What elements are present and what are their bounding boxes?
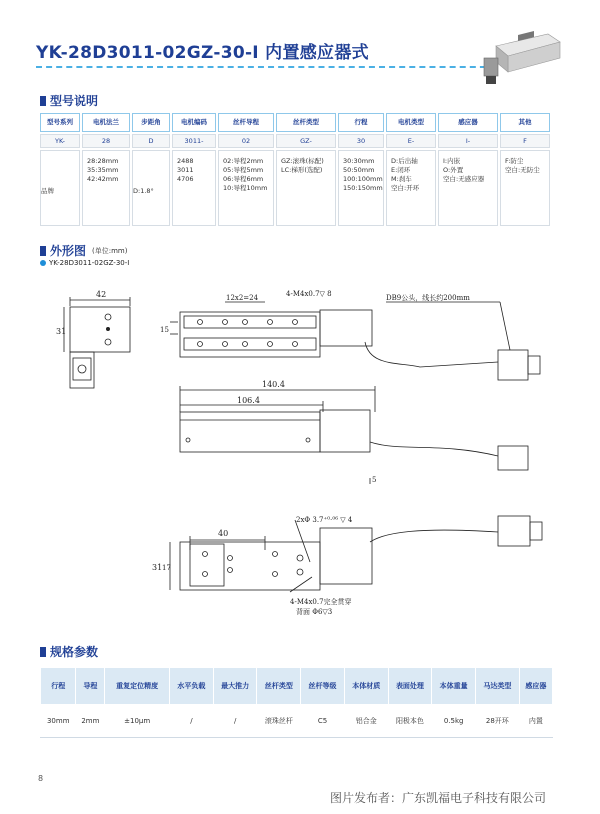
spec-value-cell: 滚珠丝杆 — [257, 705, 301, 738]
model-header-cell: 步距角 — [132, 113, 170, 132]
model-option: 05:导程5mm — [223, 166, 264, 174]
model-option: I:内嵌 — [443, 157, 461, 165]
model-option: 品牌 — [41, 186, 54, 195]
model-option: 10:导程10mm — [223, 184, 268, 192]
model-code-cell: 3011- — [172, 134, 216, 148]
publisher-credit: 图片发布者：广东凯福电子科技有限公司 — [330, 791, 547, 805]
model-body-cell — [438, 150, 498, 226]
model-header-cell: 电机法兰 — [82, 113, 130, 132]
bottom-view — [170, 516, 542, 592]
spec-value-cell: 0.5kg — [432, 705, 476, 738]
spec-header-cell: 水平负载 — [170, 668, 214, 705]
model-body-cell — [338, 150, 384, 226]
model-code-cell: I- — [438, 134, 498, 148]
dim-31-bottom: 31 — [152, 563, 163, 572]
model-code-cell: GZ- — [276, 134, 336, 148]
model-option: 150:150mm — [343, 184, 383, 192]
spec-table — [40, 667, 553, 738]
model-option: O:外置 — [443, 166, 464, 174]
model-code-cell: 30 — [338, 134, 384, 148]
section-marker — [40, 647, 46, 657]
model-option: 100:100mm — [343, 175, 383, 183]
spec-header-cell: 感应器 — [519, 668, 552, 705]
model-option: 3011 — [177, 166, 194, 174]
model-body-cell — [132, 150, 170, 226]
spec-value-cell: / — [170, 705, 214, 738]
spec-value-cell: 2mm — [76, 705, 105, 738]
model-option: D:1.8° — [133, 186, 154, 195]
spec-value-cell: ±10μm — [105, 705, 170, 738]
spec-value-cell: 30mm — [41, 705, 76, 738]
model-option: 42:42mm — [87, 175, 119, 183]
dim-m4-through: 4-M4x0.7完全贯穿 — [290, 598, 352, 606]
section-marker — [40, 246, 46, 256]
model-option: E:闭环 — [391, 166, 411, 174]
dim-15: 15 — [160, 326, 169, 334]
drawing-model-text: YK-28D3011-02GZ-30-I — [49, 259, 130, 267]
model-option: 2488 — [177, 157, 194, 165]
model-code-cell: D — [132, 134, 170, 148]
model-code-row — [40, 134, 556, 150]
spec-header-row — [41, 668, 553, 705]
spec-header-cell: 导程 — [76, 668, 105, 705]
db9-note: DB9公头，线长约200mm — [386, 294, 470, 302]
spec-header-cell: 重复定位精度 — [105, 668, 170, 705]
section-drawing-unit: (单位:mm) — [92, 246, 128, 255]
section-title-spec — [40, 643, 98, 660]
spec-value-row — [41, 705, 553, 738]
technical-drawing — [40, 272, 560, 632]
model-option: 4706 — [177, 175, 194, 183]
model-option: M:刹车 — [391, 175, 412, 183]
dim-140: 140.4 — [262, 380, 285, 389]
dim-106: 106.4 — [237, 396, 260, 405]
spec-value-cell: 阳极本色 — [388, 705, 432, 738]
model-body-cell — [172, 150, 216, 226]
spec-header-cell: 本体材质 — [344, 668, 388, 705]
page-number: 8 — [38, 774, 44, 783]
spec-header-cell: 表面处理 — [388, 668, 432, 705]
model-code-cell: F — [500, 134, 550, 148]
model-body-cell — [82, 150, 130, 226]
model-header-cell: 丝杆导程 — [218, 113, 274, 132]
model-option: 空白:开环 — [391, 184, 420, 192]
model-option: D:后出轴 — [391, 157, 418, 165]
spec-header-cell: 最大推力 — [213, 668, 257, 705]
model-body-cell — [40, 150, 80, 226]
spec-header-cell: 丝杆类型 — [257, 668, 301, 705]
model-code-cell: 28 — [82, 134, 130, 148]
title-divider — [36, 66, 496, 68]
dim-31-left: 31 — [56, 327, 67, 336]
spec-value-cell: 28开环 — [476, 705, 520, 738]
model-header-cell: 电机类型 — [386, 113, 436, 132]
model-header-cell: 行程 — [338, 113, 384, 132]
spec-value-cell: 内置 — [519, 705, 552, 738]
page-title: YK-28D3011-02GZ-30-I 内置感应器式 — [36, 43, 369, 63]
model-option: 30:30mm — [343, 157, 375, 165]
dim-5: 5 — [372, 476, 377, 484]
bullet-dot-icon — [40, 260, 46, 266]
model-body-cell — [500, 150, 550, 226]
side-view — [180, 386, 528, 484]
spec-header-cell: 行程 — [41, 668, 76, 705]
model-option: 空白:无感应器 — [443, 175, 485, 183]
model-table — [40, 113, 556, 228]
spec-header-cell: 本体重量 — [432, 668, 476, 705]
model-header-cell: 其他 — [500, 113, 550, 132]
model-header-cell: 电机编码 — [172, 113, 216, 132]
section-drawing-label: 外形图 — [50, 244, 87, 258]
model-header-row — [40, 113, 556, 134]
drawing-model-label — [40, 259, 129, 267]
section-spec-label: 规格参数 — [50, 645, 99, 659]
model-option: 空白:无防尘 — [505, 166, 540, 174]
model-option: 50:50mm — [343, 166, 375, 174]
model-option: F:防尘 — [505, 157, 524, 165]
top-view — [170, 302, 540, 380]
model-body-cell — [276, 150, 336, 226]
dim-40: 40 — [218, 529, 229, 538]
model-option: 28:28mm — [87, 157, 119, 165]
spec-header-cell: 丝杆等级 — [301, 668, 345, 705]
product-image — [478, 28, 562, 88]
section-model-label: 型号说明 — [50, 94, 99, 108]
spec-value-cell: 铝合金 — [344, 705, 388, 738]
section-title-drawing — [40, 242, 127, 259]
model-code-cell: 02 — [218, 134, 274, 148]
dim-back: 背面 Φ6▽3 — [296, 608, 333, 616]
model-header-cell: 型号系列 — [40, 113, 80, 132]
model-option: 35:35mm — [87, 166, 119, 174]
dim-42: 42 — [96, 290, 107, 299]
dim-12x2: 12x2=24 — [226, 294, 259, 302]
model-option: 02:导程2mm — [223, 157, 264, 165]
model-code-cell: YK- — [40, 134, 80, 148]
model-option: 06:导程6mm — [223, 175, 264, 183]
model-option: GZ:滚珠(标配) — [281, 157, 324, 165]
section-title-model — [40, 92, 98, 109]
model-header-cell: 丝杆类型 — [276, 113, 336, 132]
spec-header-cell: 马达类型 — [476, 668, 520, 705]
spec-value-cell: C5 — [301, 705, 345, 738]
section-marker — [40, 96, 46, 106]
end-view — [64, 297, 130, 388]
spec-value-cell: / — [213, 705, 257, 738]
model-code-cell: E- — [386, 134, 436, 148]
model-header-cell: 感应器 — [438, 113, 498, 132]
model-body-row — [40, 150, 556, 228]
model-body-cell — [218, 150, 274, 226]
dim-17: 17 — [162, 564, 171, 572]
model-body-cell — [386, 150, 436, 226]
model-option: LC:梯形(选配) — [281, 166, 323, 174]
dim-m4: 4-M4x0.7▽ 8 — [286, 290, 332, 298]
dim-2x3: 2xΦ 3.7⁺⁰⋅⁰⁶ ▽ 4 — [296, 516, 353, 524]
